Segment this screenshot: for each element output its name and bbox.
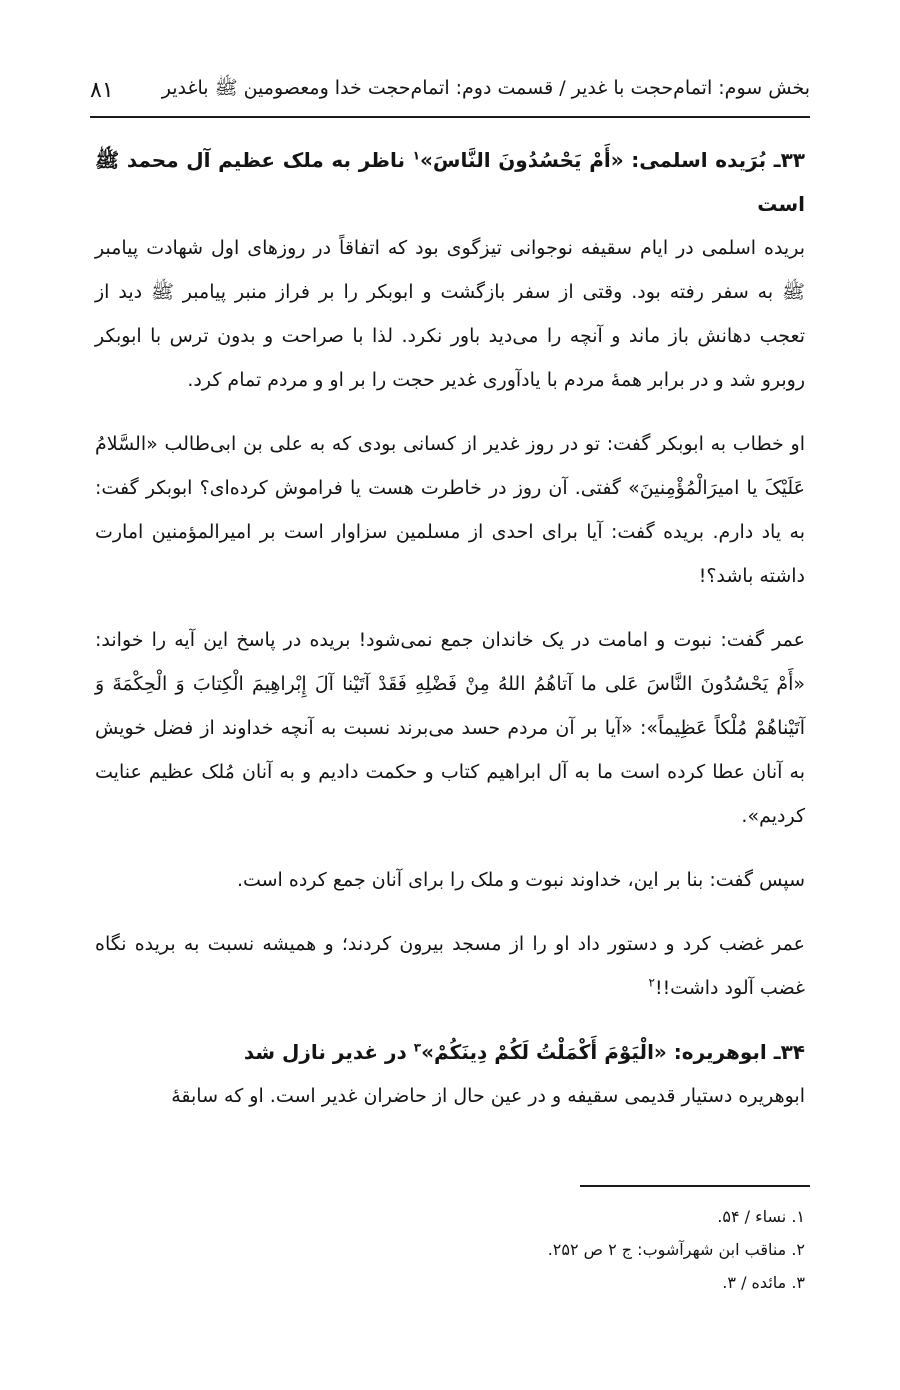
running-title: بخش سوم: اتمام‌حجت با غدیر / قسمت دوم: اتمام‌حجت خدا ومعصومین ﷺ باغدیر [161, 77, 810, 99]
paragraph: ابوهریره دستیار قدیمی سقیفه و در عین حال از حاضران غدیر است. او که سابقهٔ [171, 1085, 805, 1107]
footnote: ۳. مائده / ۳. [722, 1273, 805, 1292]
footnotes [95, 1200, 805, 1299]
footnote-ref-2: ۲ [648, 975, 655, 990]
paragraph: سپس گفت: بنا بر این، خداوند نبوت و ملک را برای آنان جمع کرده است. [236, 869, 805, 891]
paragraph: بریده اسلمی در ایام سقیفه نوجوانی تیزگوی بود که اتفاقاً در روزهای اول شهادت پیامبر ﷺ به سفر رفته بود. وقتی از سفر بازگشت و ابوبکر را بر فراز منبر پیامبر ﷺ دید از تعجب دهانش باز ماند و آنچه را می‌دید باور نکرد. لذا با صراحت و بدون ترس با ابوبکر روبرو شد و در برابر همهٔ مردم با یادآوری غدیر حجت را بر او و مردم تمام کرد. [95, 237, 805, 391]
footnote-ref-3: ۳ [413, 1040, 422, 1055]
paragraph: عمر غضب کرد و دستور داد او را از مسجد بیرون کردند؛ و همیشه نسبت به بریده نگاه غضب آلود داشت!!$^۲$ [95, 933, 805, 999]
section-heading-33: ۳۳ـ بُرَیده اسلمی: «أَمْ یَحْسُدُونَ النَّاسَ»$^۱$ ناظر به ملک عظیم آل محمد ﷺ است [95, 148, 805, 216]
footnote: ۱. نساء / ۵۴. [717, 1207, 805, 1226]
running-header [90, 70, 810, 110]
footnote-ref-1: ۱ [412, 148, 420, 163]
footnote: ۲. مناقب ابن شهرآشوب: ج ۲ ص ۲۵۲. [547, 1240, 805, 1259]
footnote-divider [580, 1185, 810, 1187]
header-divider [90, 116, 810, 118]
page-body [95, 138, 805, 1118]
section-heading-34: ۳۴ـ ابوهریره: «الْیَوْمَ أَکْمَلْتُ لَکُمْ دِینَکُمْ»$^۳$ در غدیر نازل شد [243, 1040, 805, 1064]
page-number: ۸۱ [90, 77, 114, 103]
paragraph: او خطاب به ابوبکر گفت: تو در روز غدیر از کسانی بودی که به علی بن ابی‌طالب «السَّلامُ عَلَیْکَ یا امیرَالْمُؤْمِنینَ» گفتی. آن روز در خاطرت هست یا فراموش کرده‌ای؟ ابوبکر گفت: به یاد دارم. بریده گفت: آیا برای احدی از مسلمین سزاوار است بر امیرالمؤمنین امارت داشته باشد؟! [95, 433, 805, 587]
paragraph: عمر گفت: نبوت و امامت در یک خاندان جمع نمی‌شود! بریده در پاسخ این آیه را خواند: «أَمْ یَحْسُدُونَ النَّاسَ عَلی ما آتاهُمُ اللهُ مِنْ فَضْلِهِ فَقَدْ آتَیْنا آلَ إِبْراهِیمَ الْکِتابَ وَ الْحِکْمَةَ وَ آتَیْناهُمْ مُلْکاً عَظِیماً»: «آیا بر آن مردم حسد می‌برند نسبت به آنچه خداوند از فضل خویش به آنان عطا کرده است ما به آل ابراهیم کتاب و حکمت دادیم و به آنان مُلک عظیم عنایت کردیم». [95, 629, 805, 827]
